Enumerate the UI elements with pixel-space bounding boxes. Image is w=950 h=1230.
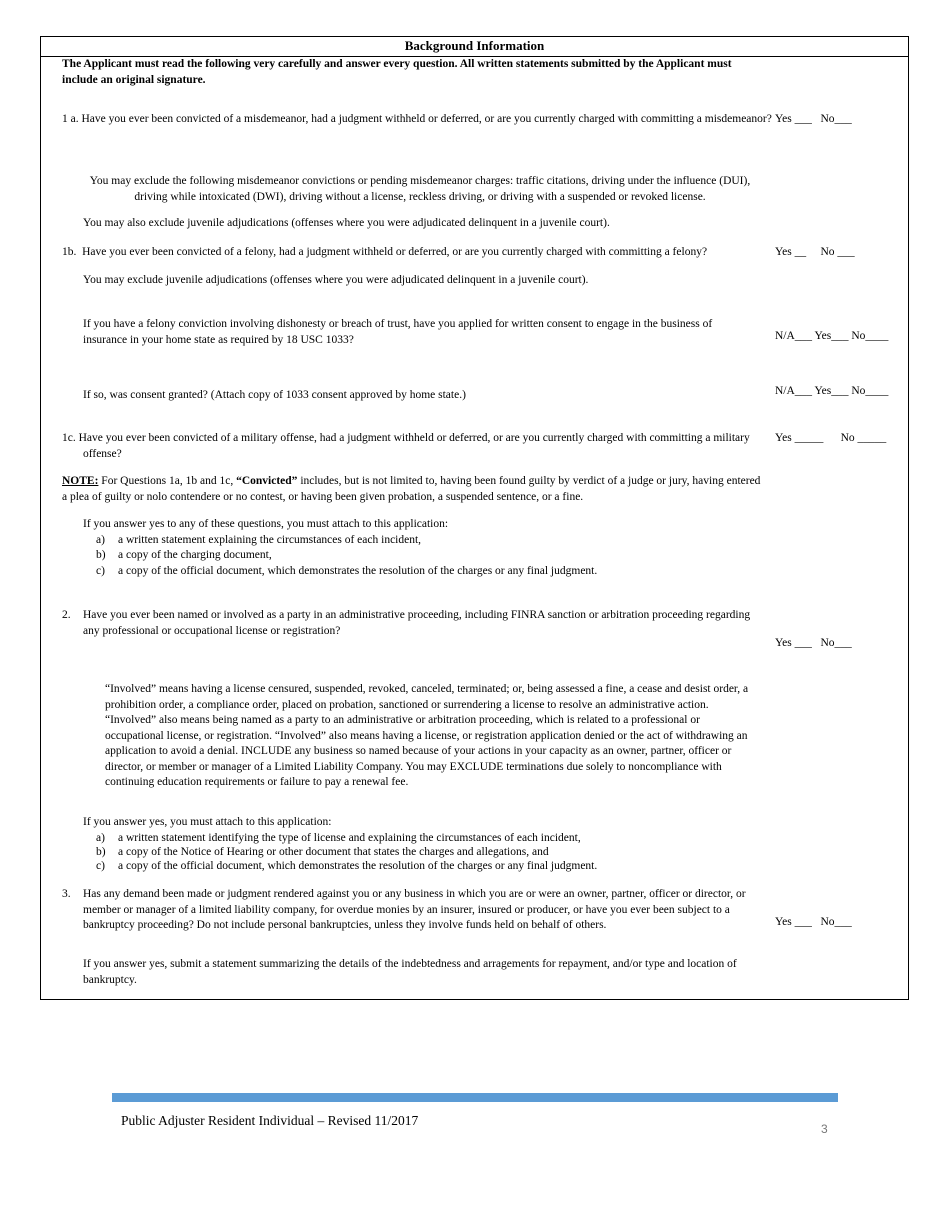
attachment-1-item: c) a copy of the official document, which demonstrates the resolution of the charges or any final judgment. xyxy=(96,564,598,577)
question-2-number: 2. xyxy=(62,609,71,621)
note-pre: For Questions 1a, 1b and 1c, xyxy=(98,475,237,487)
question-1b-number: 1b. xyxy=(62,246,77,258)
note-post: includes, but is not limited to, having been found guilty by verdict of a judge or jury, having entered a plea of guilty or nolo contendere or no contest, or having been given probation, a suspended sentence, or a fine. xyxy=(62,475,761,503)
question-3-text: Has any demand been made or judgment rendered against you or any business in which you are or were an owner, partner, officer or director, or member or manager of a limited liability company, for overdue monies by an insurer, insured or producer, or have you ever been subject to a bankruptcy proceeding? Do not include personal bankruptcies, unless they involve funds held on behalf of others. xyxy=(83,888,746,931)
attachment-list-2-lead: If you answer yes, you must attach to this application: xyxy=(83,816,332,828)
question-1b-consent-answer[interactable]: N/A___ Yes___ No____ xyxy=(775,330,889,342)
question-1c-answer[interactable]: Yes _____ No _____ xyxy=(775,432,887,444)
note-convicted-term: “Convicted” xyxy=(236,475,298,487)
intro-text: The Applicant must read the following very carefully and answer every question. All written statements submitted by the Applicant must include an original signature. xyxy=(62,58,732,86)
question-1a-number: 1 a. xyxy=(62,113,79,125)
question-1b-juvenile-note: You may exclude juvenile adjudications (offenses where you were adjudicated delinquent in a juvenile court). xyxy=(83,274,589,286)
question-1c-text: Have you ever been convicted of a military offense, had a judgment withheld or deferred, or are you currently charged with committing a military offense? xyxy=(78,432,750,460)
convicted-note xyxy=(62,474,762,505)
question-1b-text: Have you ever been convicted of a felony, had a judgment withheld or deferred, or are you currently charged with committing a felony? xyxy=(82,246,708,258)
attachment-2-item: b) a copy of the Notice of Hearing or other document that states the charges and allegations, and xyxy=(96,845,549,858)
attachment-list-1-lead: If you answer yes to any of these questions, you must attach to this application: xyxy=(83,518,449,530)
attachment-list-2 xyxy=(83,815,763,873)
question-2-text: Have you ever been named or involved as a party in an administrative proceeding, including FINRA sanction or arbitration proceeding regarding any professional or occupational license or registration? xyxy=(83,609,751,637)
attachment-list-1 xyxy=(83,517,763,579)
question-1c xyxy=(62,431,783,462)
question-1a-exclusion: You may exclude the following misdemeanor convictions or pending misdemeanor charges: traffic citations, driving under the influence (DUI), driving while intoxicated (DWI), driving without a license, reckless driving, or driving with a suspended or revoked license. xyxy=(89,175,751,203)
footer-text: Public Adjuster Resident Individual – Revised 11/2017 xyxy=(121,1113,419,1128)
question-1b xyxy=(62,245,772,261)
footer-bar xyxy=(112,1093,838,1102)
question-2-answer[interactable]: Yes ___ No___ xyxy=(775,637,852,649)
question-1a-text: Have you ever been convicted of a misdemeanor, had a judgment withheld or deferred, or are you currently charged with committing a misdemeanor? xyxy=(81,113,772,125)
attachment-1-item: a) a written statement explaining the circumstances of each incident, xyxy=(96,533,422,546)
question-1a xyxy=(62,112,783,128)
note-label: NOTE: xyxy=(62,475,99,487)
question-3-answer[interactable]: Yes ___ No___ xyxy=(775,916,852,928)
question-3-followup: If you answer yes, submit a statement summarizing the details of the indebtedness and arragements for repayment, and/or type and location of bankruptcy. xyxy=(83,958,737,986)
question-1b-answer[interactable]: Yes __ No ___ xyxy=(775,246,855,258)
attachment-2-item: a) a written statement identifying the type of license and explaining the circumstances of each incident, xyxy=(96,831,581,844)
involved-definition: “Involved” means having a license censured, suspended, revoked, canceled, terminated; or, being assessed a fine, a cease and desist order, a prohibition order, a compliance order, placed on probation, sanctioned or surrendering a license to resolve an administrative action. “Involved” also means being named as a party to an administrative or arbitration proceeding, which is related to a professional or occupational license, or registration. “Involved” also means having a license, or registration application denied or the act of withdrawing an application to avoid a denial. INCLUDE any business so named because of your actions in your capacity as an owner, partner, officer or director, or member or manager of a Limited Liability Company. You may EXCLUDE terminations due solely to noncompliance with continuing education requirements or failure to pay a renewal fee. xyxy=(105,683,749,788)
question-1a-juvenile-note: You may also exclude juvenile adjudications (offenses where you were adjudicated delinquent in a juvenile court). xyxy=(83,217,610,229)
attachment-1-item: b) a copy of the charging document, xyxy=(96,549,272,561)
question-1a-answer[interactable]: Yes ___ No___ xyxy=(775,113,852,125)
question-3-number: 3. xyxy=(62,888,71,900)
attachment-2-item: c) a copy of the official document, which demonstrates the resolution of the charges or any final judgment. xyxy=(96,859,598,872)
page-number: 3 xyxy=(821,1122,828,1136)
question-1c-number: 1c. xyxy=(62,432,76,444)
question-1b-consent-granted: If so, was consent granted? (Attach copy of 1033 consent approved by home state.) xyxy=(83,389,466,401)
question-1b-consent-question: If you have a felony conviction involving dishonesty or breach of trust, have you applied for written consent to engage in the business of insurance in your home state as required by 18 USC 1033? xyxy=(83,318,713,346)
question-1b-granted-answer[interactable]: N/A___ Yes___ No____ xyxy=(775,385,889,397)
section-title: Background Information xyxy=(40,36,909,57)
